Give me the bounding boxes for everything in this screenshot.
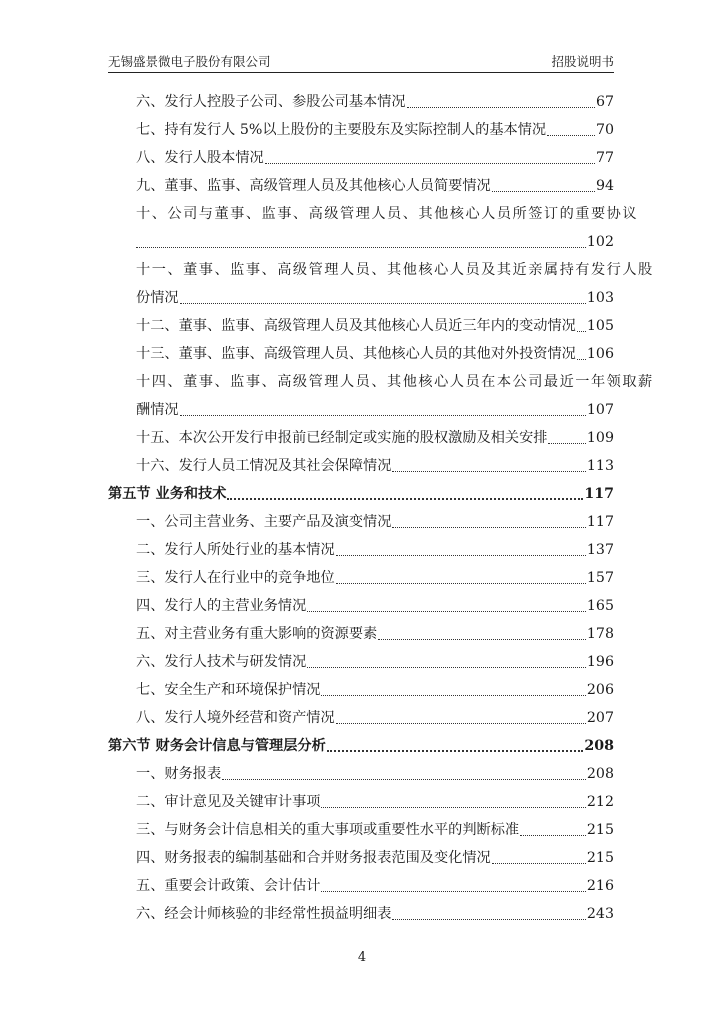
- toc-section-title: 第六节 财务会计信息与管理层分析: [108, 738, 326, 754]
- toc-entry[interactable]: [108, 564, 614, 592]
- leader-dots: [321, 807, 585, 808]
- leader-dots: [336, 723, 586, 724]
- table-of-contents: [108, 88, 654, 928]
- toc-entry-title: 六、经会计师核验的非经常性损益明细表: [136, 906, 392, 922]
- toc-entry-title: 九、董事、监事、高级管理人员及其他核心人员简要情况: [136, 178, 491, 194]
- toc-entry[interactable]: [108, 816, 614, 844]
- leader-dots: [136, 247, 586, 248]
- toc-entry-title: 十五、本次公开发行申报前已经制定或实施的股权激励及相关安排: [136, 430, 548, 446]
- toc-entry[interactable]: [108, 144, 614, 172]
- toc-section-page: 208: [584, 738, 614, 754]
- toc-entry-title: 十、公司与董事、监事、高级管理人员、其他核心人员所签订的重要协议: [136, 206, 639, 222]
- page-number: 4: [357, 950, 367, 965]
- toc-entry-title: 十三、董事、监事、高级管理人员、其他核心人员的其他对外投资情况: [136, 346, 576, 362]
- toc-entry-title: 六、发行人技术与研发情况: [136, 654, 307, 670]
- toc-entry-title: 七、持有发行人 5%以上股份的主要股东及实际控制人的基本情况: [136, 122, 547, 138]
- leader-dots: [227, 498, 583, 500]
- toc-entry-page: 67: [595, 94, 614, 110]
- header-doc-type: 招股说明书: [551, 54, 614, 69]
- toc-entry-page: 102: [586, 234, 614, 250]
- toc-entry-title: 八、发行人境外经营和资产情况: [136, 710, 335, 726]
- toc-entry[interactable]: [108, 116, 614, 144]
- toc-entry-page: 215: [586, 850, 614, 866]
- toc-entry-title: 四、财务报表的编制基础和合并财务报表范围及变化情况: [136, 850, 491, 866]
- toc-entry[interactable]: [108, 424, 614, 452]
- toc-entry-title: 十六、发行人员工情况及其社会保障情况: [136, 458, 392, 474]
- toc-entry[interactable]: [108, 648, 614, 676]
- toc-entry-page: 243: [586, 906, 614, 922]
- toc-entry-title: 七、安全生产和环境保护情况: [136, 682, 321, 698]
- leader-dots: [180, 415, 586, 416]
- toc-entry-page: 106: [586, 346, 614, 362]
- toc-entry-title: 二、审计意见及关键审计事项: [136, 794, 321, 810]
- leader-dots: [336, 583, 586, 584]
- leader-dots: [407, 107, 595, 108]
- toc-entry[interactable]: [108, 704, 614, 732]
- toc-entry-title: 一、财务报表: [136, 766, 222, 782]
- toc-entry-title-cont: 酬情况: [136, 402, 179, 418]
- toc-entry-title: 三、与财务会计信息相关的重大事项或重要性水平的判断标准: [136, 822, 520, 838]
- leader-dots: [378, 639, 586, 640]
- toc-entry-title: 五、对主营业务有重大影响的资源要素: [136, 626, 378, 642]
- leader-dots: [577, 331, 586, 332]
- page-header: [108, 50, 614, 73]
- leader-dots: [492, 191, 595, 192]
- toc-entry-page: 70: [595, 122, 614, 138]
- toc-entry[interactable]: [108, 256, 654, 284]
- toc-entry-title: 四、发行人的主营业务情况: [136, 598, 307, 614]
- toc-section[interactable]: [108, 732, 614, 760]
- leader-dots: [307, 611, 586, 612]
- toc-entry-page: 208: [586, 766, 614, 782]
- toc-entry[interactable]: [108, 620, 614, 648]
- toc-entry-title-cont: 份情况: [136, 290, 179, 306]
- toc-entry[interactable]: [108, 312, 614, 340]
- toc-entry[interactable]: [108, 452, 614, 480]
- toc-entry[interactable]: [108, 200, 639, 228]
- toc-entry[interactable]: [108, 508, 614, 536]
- header-company: 无锡盛景微电子股份有限公司: [108, 54, 271, 69]
- toc-entry[interactable]: [108, 676, 614, 704]
- toc-entry-page: 212: [586, 794, 614, 810]
- toc-entry[interactable]: [108, 844, 614, 872]
- toc-entry-page: 207: [586, 710, 614, 726]
- leader-dots: [321, 891, 585, 892]
- toc-entry-title: 十二、董事、监事、高级管理人员及其他核心人员近三年内的变动情况: [136, 318, 576, 334]
- toc-section-title: 第五节 业务和技术: [108, 486, 227, 502]
- toc-entry-title: 十四、董事、监事、高级管理人员、其他核心人员在本公司最近一年领取薪: [136, 374, 654, 390]
- toc-entry-continuation[interactable]: [108, 228, 614, 256]
- toc-entry[interactable]: [108, 172, 614, 200]
- toc-entry[interactable]: [108, 536, 614, 564]
- toc-entry[interactable]: [108, 88, 614, 116]
- toc-entry-page: 117: [586, 514, 614, 530]
- toc-entry-page: 178: [586, 626, 614, 642]
- toc-entry[interactable]: [108, 340, 614, 368]
- toc-entry-title: 六、发行人控股子公司、参股公司基本情况: [136, 94, 406, 110]
- toc-entry-page: 196: [586, 654, 614, 670]
- leader-dots: [492, 863, 586, 864]
- toc-entry-title: 五、重要会计政策、会计估计: [136, 878, 321, 894]
- toc-entry-page: 103: [586, 290, 614, 306]
- toc-entry[interactable]: [108, 760, 614, 788]
- toc-entry-page: 137: [586, 542, 614, 558]
- toc-entry-title: 八、发行人股本情况: [136, 150, 264, 166]
- leader-dots: [392, 527, 586, 528]
- toc-entry[interactable]: [108, 592, 614, 620]
- toc-entry-title: 十一、董事、监事、高级管理人员、其他核心人员及其近亲属持有发行人股: [136, 262, 654, 278]
- leader-dots: [392, 471, 586, 472]
- leader-dots: [327, 750, 584, 752]
- toc-section[interactable]: [108, 480, 614, 508]
- toc-entry-page: 107: [586, 402, 614, 418]
- toc-entry-title: 三、发行人在行业中的竞争地位: [136, 570, 335, 586]
- toc-entry-continuation[interactable]: [108, 396, 614, 424]
- leader-dots: [321, 695, 585, 696]
- toc-entry-page: 165: [586, 598, 614, 614]
- toc-entry-page: 94: [595, 178, 614, 194]
- toc-entry[interactable]: [108, 900, 614, 928]
- toc-entry-title: 二、发行人所处行业的基本情况: [136, 542, 335, 558]
- toc-entry[interactable]: [108, 788, 614, 816]
- toc-entry-page: 206: [586, 682, 614, 698]
- leader-dots: [265, 163, 595, 164]
- toc-entry-title: 一、公司主营业务、主要产品及演变情况: [136, 514, 392, 530]
- toc-entry-page: 105: [586, 318, 614, 334]
- toc-entry-page: 109: [586, 430, 614, 446]
- toc-entry-page: 216: [586, 878, 614, 894]
- leader-dots: [180, 303, 586, 304]
- toc-entry-continuation[interactable]: [108, 284, 614, 312]
- toc-entry-page: 215: [586, 822, 614, 838]
- toc-entry-page: 113: [586, 458, 614, 474]
- leader-dots: [336, 555, 586, 556]
- leader-dots: [307, 667, 586, 668]
- leader-dots: [222, 779, 586, 780]
- leader-dots: [520, 835, 586, 836]
- toc-entry-page: 77: [595, 150, 614, 166]
- leader-dots: [548, 443, 585, 444]
- leader-dots: [577, 359, 586, 360]
- leader-dots: [547, 135, 595, 136]
- toc-entry-page: 157: [586, 570, 614, 586]
- toc-section-page: 117: [584, 486, 614, 502]
- toc-entry[interactable]: [108, 872, 614, 900]
- leader-dots: [392, 919, 586, 920]
- toc-entry[interactable]: [108, 368, 654, 396]
